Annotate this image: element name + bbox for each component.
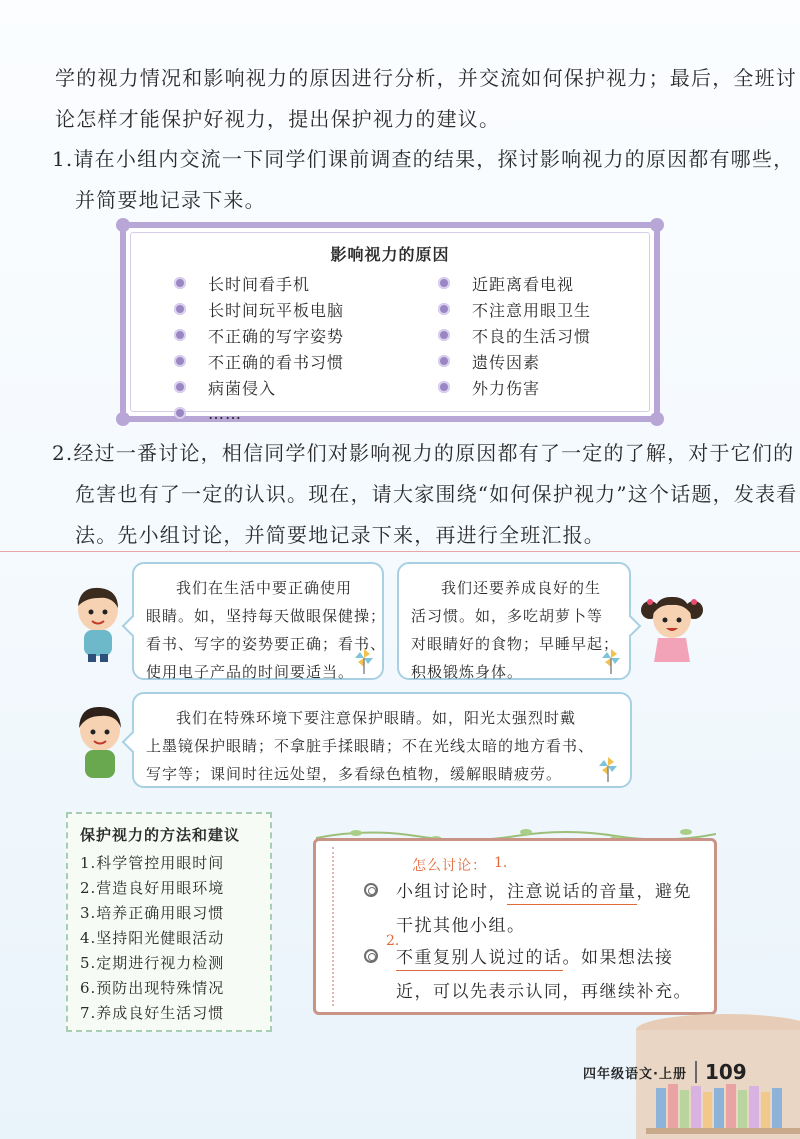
method-item: 6.预防出现特殊情况 [80, 979, 225, 997]
cause-item [438, 374, 591, 400]
bullet-icon [438, 303, 450, 315]
cause-text: 长时间玩平板电脑 [208, 300, 345, 320]
corner-ornament [116, 218, 130, 232]
discussion-text: ，避免 [636, 882, 692, 902]
question-2-line-3: 法。先小组讨论，并简要地记录下来，再进行全班汇报。 [75, 523, 605, 547]
bubble-2-line-3: 对眼睛好的食物；早睡早起； [411, 635, 620, 653]
speech-bubble-3 [132, 692, 632, 788]
cause-item [174, 348, 344, 374]
cause-text: 外力伤害 [472, 378, 541, 398]
cause-text: 遗传因素 [472, 352, 541, 372]
note-margin-line [332, 847, 334, 1006]
discussion-label: 怎么讨论： [412, 858, 487, 874]
bullet-icon [174, 381, 186, 393]
corner-ornament [650, 218, 664, 232]
question-2-line-1: 2.经过一番讨论，相信同学们对影响视力的原因都有了一定的了解，对于它们的 [52, 441, 795, 465]
bullet-icon [174, 407, 186, 419]
bullet-icon [174, 277, 186, 289]
page-footer [583, 1058, 747, 1086]
girl-avatar-icon [640, 592, 704, 664]
boy-avatar-icon [68, 582, 128, 662]
pinwheel-icon [598, 756, 618, 782]
cause-item [174, 270, 344, 296]
discussion-note [313, 838, 717, 1015]
bubble-2-line-1: 我们还要养成良好的生 [441, 579, 602, 597]
discussion-point-1-line-2: 干扰其他小组。 [396, 916, 526, 936]
methods-box [66, 812, 272, 1032]
bubble-3-line-3: 写字等；课间时往远处望，多看绿色植物，缓解眼睛疲劳。 [146, 765, 563, 783]
cause-text: 不注意用眼卫生 [472, 300, 592, 320]
question-2-line-2: 危害也有了一定的认识。现在，请大家围绕“如何保护视力”这个话题，发表看 [75, 482, 798, 506]
cause-text: 病菌侵入 [208, 378, 277, 398]
methods-title: 保护视力的方法和建议 [80, 826, 241, 844]
causes-box [120, 222, 660, 422]
bubble-1-line-2: 眼睛。如，坚持每天做眼保健操； [146, 607, 387, 625]
cause-item [438, 296, 591, 322]
section-divider [0, 551, 800, 552]
cause-text: 近距离看电视 [472, 274, 575, 294]
causes-right-list [438, 270, 591, 400]
question-1-line-1: 1.请在小组内交流一下同学们课前调查的结果，探讨影响视力的原因都有哪些， [52, 147, 795, 171]
cause-item [438, 322, 591, 348]
bubble-1-line-3: 看书、写字的姿势要正确；看书、 [146, 635, 387, 653]
cause-text: 不正确的写字姿势 [208, 326, 345, 346]
method-item: 3.培养正确用眼习惯 [80, 904, 225, 922]
speech-bubble-1 [132, 562, 387, 681]
discussion-text: 。如果想法接 [562, 948, 674, 968]
cause-item [174, 400, 344, 426]
pinwheel-icon [354, 648, 374, 674]
bubble-1-line-1: 我们在生活中要正确使用 [176, 579, 353, 597]
cause-text: 不正确的看书习惯 [208, 352, 345, 372]
bullet-icon [174, 303, 186, 315]
target-bullet-icon [364, 949, 378, 963]
bubble-2-line-4: 积极锻炼身体。 [411, 663, 524, 681]
cause-item [174, 374, 344, 400]
bubble-1-line-4: 使用电子产品的时间要适当。 [146, 663, 355, 681]
bullet-icon [438, 277, 450, 289]
method-item: 2.营造良好用眼环境 [80, 879, 225, 897]
target-bullet-icon [364, 883, 378, 897]
method-item: 1.科学管控用眼时间 [80, 854, 225, 872]
discussion-point-2 [396, 943, 674, 968]
cause-text: …… [208, 403, 242, 423]
book-title: 四年级语文·上册 [583, 1066, 687, 1082]
discussion-point-1 [396, 877, 692, 902]
method-item: 7.养成良好生活习惯 [80, 1004, 225, 1022]
bullet-icon [174, 355, 186, 367]
bullet-icon [174, 329, 186, 341]
cause-item [174, 296, 344, 322]
causes-title: 影响视力的原因 [330, 245, 450, 264]
footer-divider [695, 1061, 697, 1083]
note-number-2: 2. [386, 933, 400, 949]
question-1-line-2: 并简要地记录下来。 [75, 188, 266, 212]
bubble-tail [619, 615, 642, 638]
intro-line-2: 论怎样才能保护好视力，提出保护视力的建议。 [55, 107, 501, 131]
causes-left-list [174, 270, 344, 426]
intro-line-1: 学的视力情况和影响视力的原因进行分析，并交流如何保护视力；最后，全班讨 [55, 66, 797, 90]
discussion-underline: 注意说话的音量 [507, 882, 637, 905]
cause-item [438, 348, 591, 374]
cause-text: 不良的生活习惯 [472, 326, 592, 346]
bubble-2-line-2: 活习惯。如，多吃胡萝卜等 [411, 607, 604, 625]
pinwheel-icon [601, 648, 621, 674]
corner-ornament [116, 412, 130, 426]
page-number: 109 [704, 1060, 747, 1084]
bullet-icon [438, 381, 450, 393]
discussion-point-2-line-2: 近，可以先表示认同，再继续补充。 [396, 982, 692, 1002]
cause-item [174, 322, 344, 348]
discussion-underline: 不重复别人说过的话 [396, 948, 563, 971]
cause-text: 长时间看手机 [208, 274, 311, 294]
bubble-3-line-2: 上墨镜保护眼睛；不拿脏手揉眼睛；不在光线太暗的地方看书、 [146, 737, 595, 755]
bullet-icon [438, 355, 450, 367]
speech-bubble-2 [397, 562, 631, 680]
corner-ornament [650, 412, 664, 426]
cause-item [438, 270, 591, 296]
note-number-1: 1. [494, 855, 508, 871]
discussion-text: 小组讨论时， [396, 882, 507, 902]
method-item: 4.坚持阳光健眼活动 [80, 929, 225, 947]
bubble-3-line-1: 我们在特殊环境下要注意保护眼睛。如，阳光太强烈时戴 [176, 709, 577, 727]
bullet-icon [438, 329, 450, 341]
method-item: 5.定期进行视力检测 [80, 954, 225, 972]
